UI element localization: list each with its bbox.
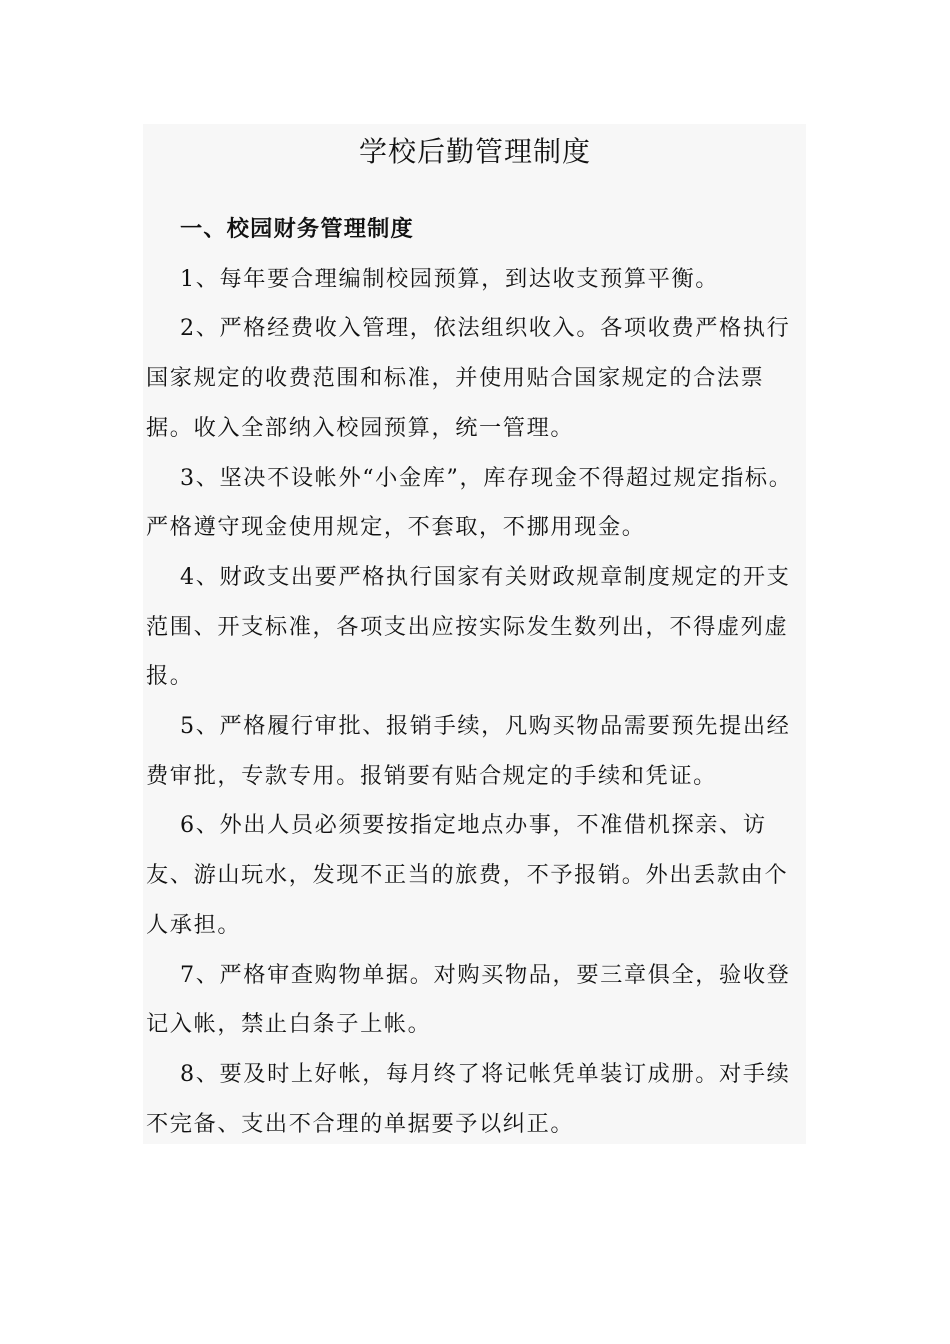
document-title: 学校后勤管理制度 bbox=[358, 135, 591, 168]
paragraph-8: 8、要及时上好帐，每月终了将记帐凭单装订成册。对手续不完备、支出不合理的单据要予以纠正。 bbox=[146, 1060, 791, 1137]
paragraph-4: 4、财政支出要严格执行国家有关财政规章制度规定的开支范围、开支标准，各项支出应按实际发生数列出，不得虚列虚报。 bbox=[146, 563, 791, 690]
document-body bbox=[146, 205, 808, 1149]
section-heading: 一、校园财务管理制度 bbox=[180, 216, 414, 242]
paragraph-1: 1、每年要合理编制校园预算，到达收支预算平衡。 bbox=[180, 265, 720, 292]
paragraph-5: 5、严格履行审批、报销手续，凡购买物品需要预先提出经费审批，专款专用。报销要有贴合规定的手续和凭证。 bbox=[146, 713, 791, 789]
paragraph-6: 6、外出人员必须要按指定地点办事，不准借机探亲、访友、游山玩水，发现不正当的旅费，不予报销。外出丢款由个人承担。 bbox=[146, 812, 789, 938]
paragraph-7: 7、严格审查购物单据。对购买物品，要三章俱全，验收登记入帐，禁止白条子上帐。 bbox=[146, 961, 791, 1038]
paragraph-3: 3、坚决不设帐外“小金库”，库存现金不得超过规定指标。严格遵守现金使用规定，不套取，不挪用现金。 bbox=[146, 464, 793, 541]
paragraph-2: 2、严格经费收入管理，依法组织收入。各项收费严格执行国家规定的收费范围和标准，并使用贴合国家规定的合法票据。收入全部纳入校园预算，统一管理。 bbox=[146, 315, 791, 441]
